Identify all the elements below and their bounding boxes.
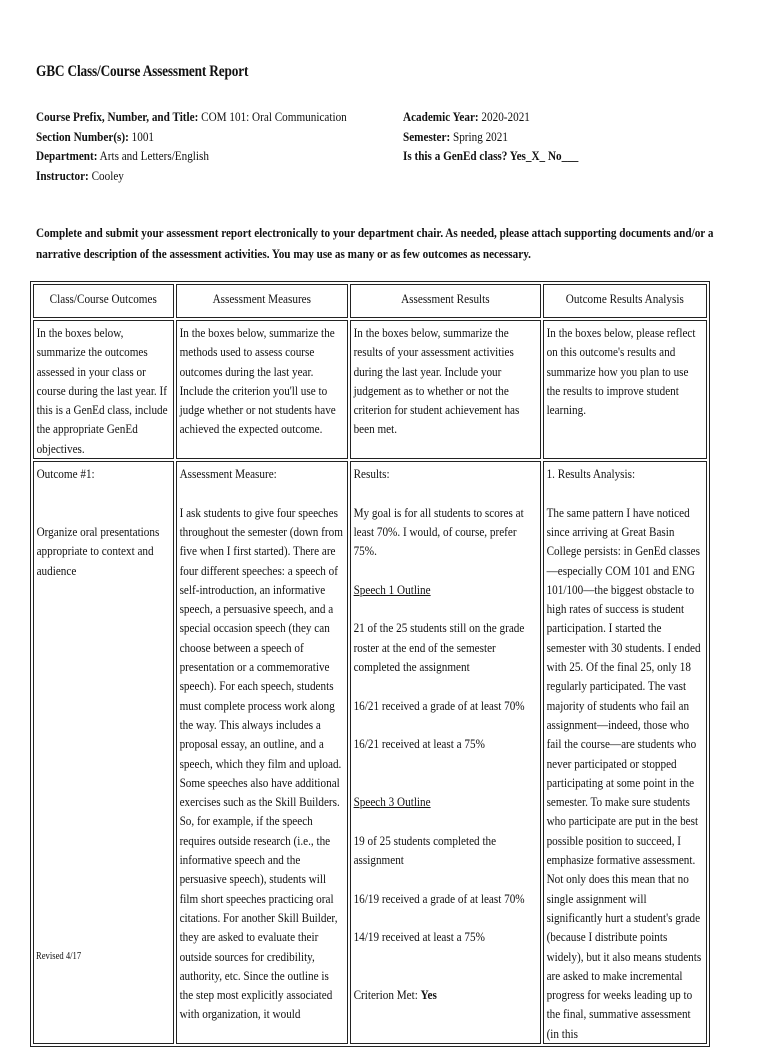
speech3-completion: 19 of 25 students completed the assignment xyxy=(353,832,496,868)
results-cell xyxy=(350,461,541,1044)
header-outcomes: Class/Course Outcomes xyxy=(33,284,174,318)
analysis-cell xyxy=(543,461,707,1044)
instructor-line xyxy=(36,166,347,186)
semester-label: Semester: xyxy=(403,128,451,144)
measure-text: I ask students to give four speeches throughout the semester (down from five when I first started). There are four different speeches: a speech of self-introduction, an informative speech, a persuasive speech, and a special occasion speech (they can choose between a speech of presentation or a commemorative speech). For each speech, students must complete process work along the way. This always includes a proposal essay, an outline, and a speech, which they film and upload. Some speeches also have additional exercises such as the Skill Builders. So, for example, if the speech requires outside research (i.e., the informative speech and the persuasive speech), students will film short speeches practicing oral citations. For another Skill Builder, they are asked to evaluate their outside sources for credibility, authority, etc. Since the outline is the step most explicitly associated with organization, it would xyxy=(179,504,343,1022)
analysis-text: The same pattern I have noticed since arriving at Great Basin College persists: in GenEd classes—especially COM 101 and ENG 101/100—the biggest obstacle to high rates of success is student participation. I started the semester with 30 students. I ended with 25. Of the final 25, only 18 regularly participated. The vast majority of students who fail an assignment—indeed, those who fail the course—are students who never participated or stopped participating at some point in the semester. To make sure students who participate are put in the best possible position to succeed, I emphasize formative assessment. Not only does this mean that no single assignment will significantly hurt a student's grade (because I distribute points widely), but it also means students are asked to make incremental progress for weeks leading up to the final, summative assessment (in this xyxy=(546,504,702,1041)
instruction-outcomes: In the boxes below, summarize the outcomes assessed in your class or course during the last year. If this is a GenEd class, include the appropriate GenEd objectives. xyxy=(33,320,174,459)
course-info xyxy=(36,107,397,185)
header-row xyxy=(33,284,707,318)
outcome-row xyxy=(33,461,707,1044)
instructions-paragraph: Complete and submit your assessment report electronically to your department chair. As needed, please attach supporting documents and/or a narrative description of the assessment activities. You may use as many or as few outcomes as necessary. xyxy=(36,225,714,261)
section-line xyxy=(36,127,347,147)
instruction-row xyxy=(33,320,707,459)
header-analysis: Outcome Results Analysis xyxy=(543,284,707,318)
department-label: Department: xyxy=(36,148,98,163)
measure-heading: Assessment Measure: xyxy=(179,466,277,482)
speech3-70-percent: 16/19 received a grade of at least 70% xyxy=(353,890,525,906)
revision-note: Revised 4/17 xyxy=(36,951,82,962)
department-value: Arts and Letters/English xyxy=(99,148,209,163)
analysis-heading: 1. Results Analysis: xyxy=(546,466,636,482)
results-goal: My goal is for all students to scores at least 70%. I would, of course, prefer 75%. xyxy=(353,504,524,559)
outcome-heading: Outcome #1: xyxy=(36,466,95,482)
header-measures: Assessment Measures xyxy=(176,284,348,318)
outcome-text: Organize oral presentations appropriate to context and audience xyxy=(36,523,160,578)
instructor-value: Cooley xyxy=(91,167,124,183)
assessment-table xyxy=(30,281,710,1047)
year-line xyxy=(403,107,578,127)
criterion-line xyxy=(353,985,537,1004)
course-value: COM 101: Oral Communication xyxy=(201,109,347,124)
department-line xyxy=(36,146,347,166)
speech3-title: Speech 3 Outline xyxy=(353,794,431,810)
measure-cell xyxy=(176,461,348,1044)
instructor-label: Instructor: xyxy=(36,167,89,183)
semester-value: Spring 2021 xyxy=(452,128,508,144)
header-results: Assessment Results xyxy=(350,284,541,318)
speech1-title: Speech 1 Outline xyxy=(353,581,431,597)
speech1-75-percent: 16/21 received at least a 75% xyxy=(353,736,485,752)
section-label: Section Number(s): xyxy=(36,128,129,144)
instruction-measures: In the boxes below, summarize the methods used to assess course outcomes during the last year. Include the criterion you'll use to judge whether or not students have achieved the expected outcome. xyxy=(176,320,348,459)
year-label: Academic Year: xyxy=(403,109,479,124)
results-heading: Results: xyxy=(353,466,390,482)
criterion-label: Criterion Met: xyxy=(353,987,418,1003)
instruction-results: In the boxes below, summarize the results of your assessment activities during the last year. Include your judgement as to whether or not the criterion for student achievement has been met. xyxy=(350,320,541,459)
speech1-70-percent: 16/21 received a grade of at least 70% xyxy=(353,697,525,713)
speech3-75-percent: 14/19 received at least a 75% xyxy=(353,929,485,945)
page-title: GBC Class/Course Assessment Report xyxy=(36,63,249,80)
term-info xyxy=(403,107,607,166)
year-value: 2020-2021 xyxy=(481,109,530,124)
criterion-value: Yes xyxy=(420,987,437,1003)
instruction-analysis: In the boxes below, please reflect on this outcome's results and summarize how you plan to use the results to improve student learning. xyxy=(543,320,707,459)
speech1-completion: 21 of the 25 students still on the grade roster at the end of the semester completed the assignment xyxy=(353,620,525,675)
section-value: 1001 xyxy=(131,128,155,144)
course-label: Course Prefix, Number, and Title: xyxy=(36,109,199,124)
gened-line xyxy=(403,146,578,166)
course-line xyxy=(36,107,347,127)
semester-line xyxy=(403,127,578,147)
gened-question: Is this a GenEd class? Yes_X_ No___ xyxy=(403,148,579,163)
